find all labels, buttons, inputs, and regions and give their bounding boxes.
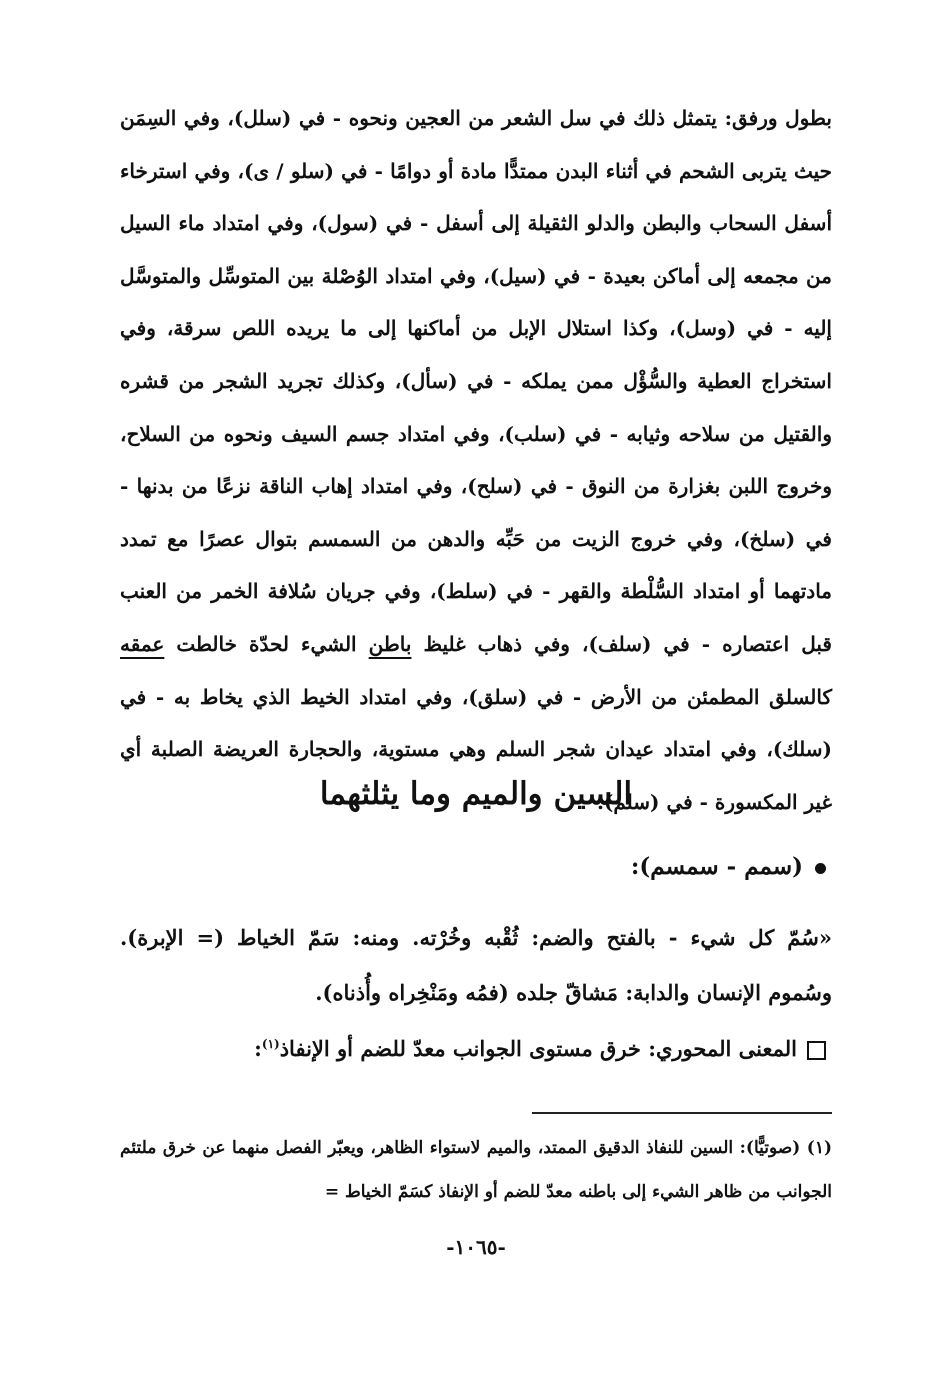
bullet-icon [815,863,826,874]
entry-heading [631,853,826,880]
checkbox-square-icon [807,1041,826,1060]
core-meaning [120,1022,826,1071]
footnote-1: (١) (صوتيًّا): السين للنفاذ الدقيق الممتد، والميم لاستواء الظاهر، ويعبّر الفصل منهما عن خرق ملتئم الجوانب من ظاهر الشيء إلى باطنه معدّ للضم أو الإنفاذ كسَمّ الخياط = [120,1138,832,1202]
body-text-mid: الشيء لحدّة خالطت [164,631,369,656]
entry-quote: «سُمّ كل شيء - بالفتح والضم: ثُقْبه وخُرْته. ومنه: سَمّ الخياط (= الإبرة). وسُموم الإنسان والدابة: مَشاقّ جلده (فمُه ومَنْخِراه وأُذناه). [120,925,832,1005]
body-paragraph [120,92,832,828]
page [120,0,832,1389]
underlined-word-umqih: عمقه [120,631,165,656]
section-title: السين والميم وما يثلثهما [319,776,633,812]
footnote-divider [532,1112,832,1114]
core-meaning-text: المعنى المحوري: خرق مستوى الجوانب معدّ للضم أو الإنفاذ [279,1036,797,1061]
page-number: -١٠٦٥- [446,1235,506,1259]
footnote-reference: (١) [261,1037,280,1051]
body-text-end: كالسلق المطمئن من الأرض - في (سلق)، وفي امتداد الخيط الذي يخاط به - في (سلك)، وفي امتداد عيدان شجر السلم وهي مستوية، والحجارة العريضة الصلبة أي غير المكسورة - في (سلم). [120,684,832,814]
body-text-start: بطول ورفق: يتمثل ذلك في سل الشعر من العجين ونحوه - في (سلل)، وفي السِمَن حيث يتربى الشحم في أثناء البدن ممتدًّا مادة أو دوامًا - في (سلو / ى)، وفي استرخاء أسفل السحاب والبطن والدلو الثقيلة إلى أسفل - في (سول)، وفي امتداد ماء السيل من مجمعه إلى أماكن بعيدة - في (سيل)، وفي امتداد الوُصْلة بين المتوسِّل والمتوسَّل إليه - في (وسل)، وكذا استلال الإبل من أماكنها إلى ما يريده اللص سرقة، وفي استخراج العطية والسُّؤْل ممن يملكه - في (سأل)، وكذلك تجريد الشجر من قشره والقتيل من سلاحه وثيابه - في (سلب)، وفي امتداد جسم السيف ونحوه من السلاح، وخروج اللبن بغزارة من النوق - في (سلح)، وفي امتداد إهاب الناقة نزعًا من بدنها - في (سلخ)، وفي خروج الزيت من حَبِّه والدهن من السمسم بتوال عصرًا مع تمدد مادتهما أو امتداد السُّلْطة والقهر - في (سلط)، وفي جريان سُلافة الخمر من العنب قبل اعتصاره - في (سلف)، وفي ذهاب غليظ [120,106,832,656]
underlined-word-batin: باطن [368,631,412,656]
entry-heading-text: (سمم - سمسم): [630,853,803,880]
core-meaning-colon: : [254,1036,262,1061]
